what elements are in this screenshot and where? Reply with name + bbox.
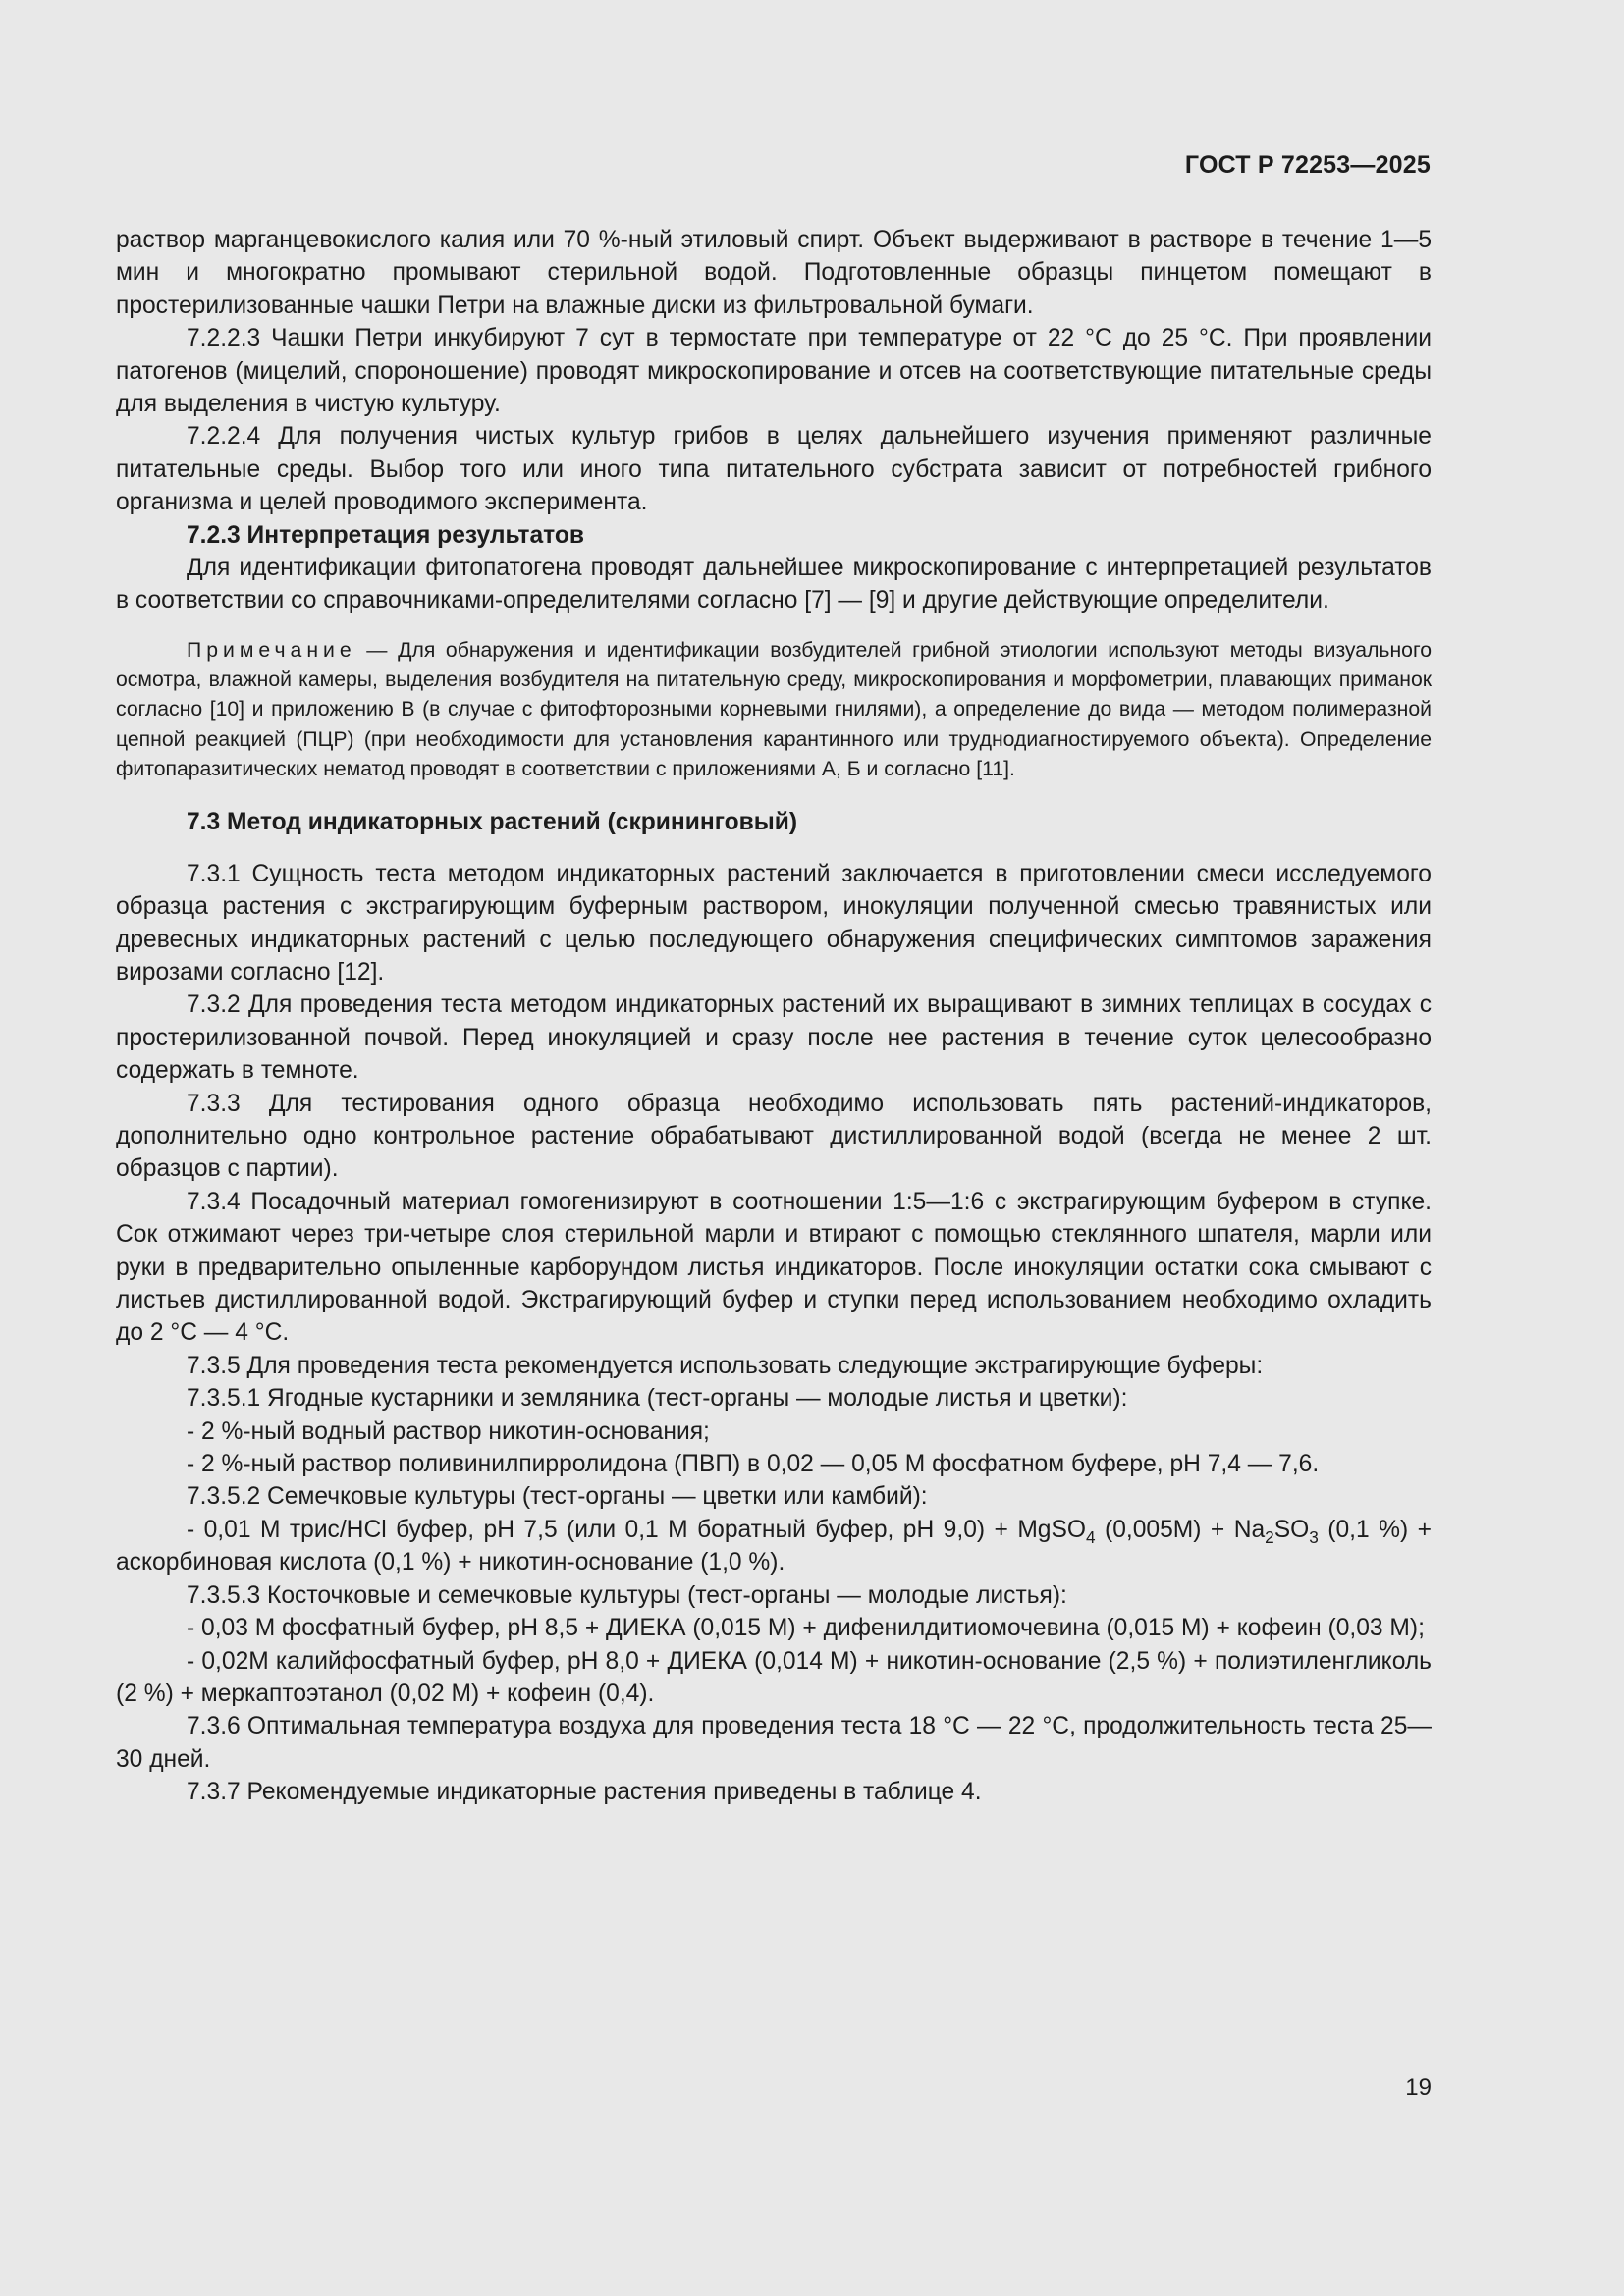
paragraph-7-3-5: 7.3.5 Для проведения теста рекомендуется использовать следующие экстрагирующие буферы: [187, 1352, 1264, 1379]
list-item: - 0,02М калийфосфатный буфер, рН 8,0 + ДИЕКА (0,014 М) + никотин-основание (2,5 %) + полиэтиленгликоль (2 %) + меркаптоэтанол (0,02 М) + кофеин (0,4). [116, 1647, 1432, 1707]
note-label: Примечание [187, 638, 356, 662]
note-block [116, 636, 1432, 784]
paragraph-7-3-5-2: 7.3.5.2 Семечковые культуры (тест-органы — цветки или камбий): [187, 1483, 928, 1511]
paragraph-7-2-2-4: 7.2.2.4 Для получения чистых культур грибов в целях дальнейшего изучения применяют различные питательные среды. Выбор того или иного типа питательного субстрата зависит от потребностей грибного организма и целей проводимого эксперимента. [116, 423, 1432, 516]
paragraph-7-2-2-3: 7.2.2.3 Чашки Петри инкубируют 7 сут в термостате при температуре от 22 °С до 25 °С. При проявлении патогенов (мицелий, спороношение) проводят микроскопирование и отсев на соответствующие питательные среды для выделения в чистую культуру. [116, 325, 1432, 418]
formula-part: SO [1273, 1516, 1310, 1543]
paragraph-7-3-3: 7.3.3 Для тестирования одного образца необходимо использовать пять растений-индикаторов, дополнительно одно контрольное растение обрабатывают дистиллированной водой (всегда не менее 2 шт. образцов с партии). [116, 1090, 1432, 1183]
paragraph-continuation: раствор марганцевокислого калия или 70 %-ный этиловый спирт. Объект выдерживают в растворе в течение 1—5 мин и многократно промывают стерильной водой. Подготовленные образцы пинцетом помещают в простерилизованные чашки Петри на влажные диски из фильтровальной бумаги. [116, 227, 1432, 319]
formula-part: (0,005М) + Na [1095, 1516, 1266, 1543]
formula-part: - 0,01 М трис/HCl буфер, рН 7,5 (или 0,1 М боратный буфер, рН 9,0) + MgSO [187, 1516, 1087, 1543]
page-number: 19 [1405, 2074, 1432, 2101]
formula-part: (0,1 %) + аскорбиновая кислота (0,1 %) + никотин-основание (1,0 %). [116, 1516, 1432, 1576]
paragraph-7-3-6: 7.3.6 Оптимальная температура воздуха для проведения теста 18 °С — 22 °С, продолжительность теста 25—30 дней. [116, 1713, 1432, 1773]
list-item: - 2 %-ный раствор поливинилпирролидона (ПВП) в 0,02 — 0,05 М фосфатном буфере, рН 7,4 — 7,6. [187, 1451, 1320, 1478]
paragraph-7-3-5-3: 7.3.5.3 Косточковые и семечковые культуры (тест-органы — молодые листья): [187, 1581, 1067, 1609]
note-text: — Для обнаружения и идентификации возбудителей грибной этиологии используют методы визуального осмотра, влажной камеры, выделения возбудителя на питательную среду, микроскопирования и морфометрии, плавающих приманок согласно [10] и приложению В (в случае с фитофторозными корневыми гнилями), а определение до вида — методом полимеразной цепной реакцией (ПЦР) (при необходимости для установления карантинного или труднодиагностируемого объекта). Определение фитопаразитических нематод проводят в соответствии с приложениями А, Б и согласно [11]. [116, 638, 1432, 781]
paragraph-7-3-5-1: 7.3.5.1 Ягодные кустарники и земляника (тест-органы — молодые листья и цветки): [187, 1385, 1128, 1413]
list-item-formula [116, 1514, 1432, 1579]
paragraph-7-3-2: 7.3.2 Для проведения теста методом индикаторных растений их выращивают в зимних теплицах в сосудах с простерилизованной почвой. Перед инокуляцией и сразу после нее растения в течение суток целесообразно содержать в темноте. [116, 991, 1432, 1085]
formula-subscript: 3 [1309, 1526, 1319, 1547]
paragraph-7-3-4: 7.3.4 Посадочный материал гомогенизируют в соотношении 1:5—1:6 с экстрагирующим буфером в ступке. Сок отжимают через три-четыре слоя стерильной марли и втирают с помощью стеклянного шпателя, марли или руки в предварительно опыленные карборундом листья индикаторов. После инокуляции остатки сока смывают с листьев дистиллированной водой. Экстрагирующий буфер и ступки перед использованием необходимо охладить до 2 °С — 4 °С. [116, 1188, 1432, 1347]
formula-subscript: 2 [1265, 1526, 1274, 1547]
paragraph-interpretation: Для идентификации фитопатогена проводят дальнейшее микроскопирование с интерпретацией результатов в соответствии со справочниками-определителями согласно [7] — [9] и другие действующие определители. [116, 555, 1432, 614]
list-item: - 2 %-ный водный раствор никотин-основания; [187, 1417, 710, 1445]
formula-subscript: 4 [1086, 1526, 1096, 1547]
paragraph-7-3-1: 7.3.1 Сущность теста методом индикаторных растений заключается в приготовлении смеси исследуемого образца растения с экстрагирующим буферным раствором, инокуляции полученной смесью травянистых или древесных индикаторных растений с целью последующего обнаружения специфических симптомов заражения вирозами согласно [12]. [116, 860, 1432, 986]
heading-7-3: 7.3 Метод индикаторных растений (скрининговый) [187, 809, 798, 836]
paragraph-7-3-7: 7.3.7 Рекомендуемые индикаторные растения приведены в таблице 4. [187, 1779, 982, 1806]
list-item: - 0,03 М фосфатный буфер, рН 8,5 + ДИЕКА (0,015 М) + дифенилдитиомочевина (0,015 М) + кофеин (0,03 М); [187, 1615, 1425, 1642]
heading-7-2-3: 7.2.3 Интерпретация результатов [187, 521, 585, 549]
document-body [116, 224, 1432, 1809]
document-header: ГОСТ Р 72253—2025 [1184, 151, 1431, 179]
